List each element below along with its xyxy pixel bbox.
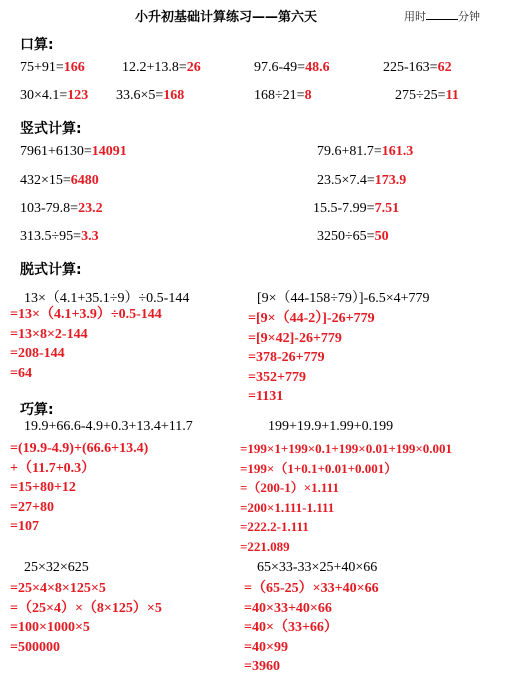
solution-step: =221.089	[240, 538, 290, 554]
oral-item	[383, 60, 452, 76]
solution-step: =15+80+12	[10, 480, 76, 495]
oral-answer: 11	[445, 88, 459, 103]
solution-step: =1131	[248, 389, 284, 404]
oral-item	[395, 88, 459, 104]
oral-item	[20, 60, 85, 76]
vertical-item	[317, 173, 406, 189]
oral-question: 12.2+13.8=	[122, 60, 187, 75]
vertical-item	[20, 201, 103, 217]
oral-question: 168÷21=	[254, 88, 305, 103]
vertical-answer: 7.51	[374, 201, 400, 216]
vertical-question: 23.5×7.4=	[317, 173, 375, 188]
solution-step: =352+779	[248, 369, 306, 385]
vertical-question: 15.5-7.99=	[313, 201, 375, 216]
solution-step: =200×1.111-1.111	[240, 499, 335, 515]
vertical-item	[317, 144, 413, 160]
oral-answer: 26	[186, 60, 201, 75]
section-oral-heading: 口算:	[20, 37, 54, 53]
oral-item	[254, 88, 312, 104]
page-title: 小升初基础计算练习——第六天	[135, 10, 318, 25]
oral-item	[20, 88, 88, 104]
solution-step: =（65-25）×33+40×66	[244, 581, 379, 596]
solution-step: =13×8×2-144	[10, 326, 88, 342]
clever-problem-1: 19.9+66.6-4.9+0.3+13.4+11.7	[24, 419, 193, 434]
solution-step: =13×（4.1+3.9）÷0.5-144	[10, 307, 162, 322]
oral-question: 33.6×5=	[116, 88, 164, 103]
vertical-item	[20, 173, 99, 189]
vertical-item	[317, 229, 389, 245]
solution-step: =199×1+199×0.1+199×0.01+199×0.001	[240, 441, 453, 456]
oral-answer: 123	[67, 88, 89, 103]
oral-answer: 48.6	[305, 60, 330, 75]
clever-steps-4	[244, 579, 379, 677]
solution-step: =40×99	[244, 639, 288, 655]
vertical-answer: 23.2	[78, 201, 103, 216]
solution-step: =199×（1+0.1+0.01+0.001）	[240, 460, 398, 476]
oral-item	[116, 88, 184, 104]
vertical-answer: 14091	[91, 144, 127, 159]
detach-problem-1: 13×（4.1+35.1÷9）÷0.5-144	[24, 291, 190, 306]
clever-problem-3: 25×32×625	[24, 560, 89, 575]
solution-step: =100×1000×5	[10, 620, 90, 635]
timer-blank[interactable]	[426, 9, 458, 20]
vertical-answer: 50	[374, 229, 389, 244]
detach-steps-2	[248, 309, 375, 407]
clever-steps-2	[240, 439, 452, 556]
oral-question: 97.6-49=	[254, 60, 306, 75]
vertical-answer: 161.3	[381, 144, 414, 159]
timer-suffix: 分钟	[458, 10, 480, 23]
oral-item	[254, 60, 330, 76]
solution-step: =27+80	[10, 499, 54, 515]
timer-field	[404, 8, 480, 24]
vertical-question: 432×15=	[20, 173, 71, 188]
solution-step: =64	[10, 365, 32, 381]
oral-question: 225-163=	[383, 60, 438, 75]
solution-step: =40×（33+66）	[244, 620, 338, 635]
vertical-item	[313, 201, 399, 217]
oral-answer: 168	[163, 88, 185, 103]
oral-question: 75+91=	[20, 60, 64, 75]
vertical-question: 313.5÷95=	[20, 229, 82, 244]
section-vertical-heading: 竖式计算:	[20, 121, 82, 137]
oral-answer: 8	[304, 88, 312, 103]
clever-problem-4: 65×33-33×25+40×66	[257, 560, 378, 575]
solution-step: =（25×4）×（8×125）×5	[10, 600, 162, 616]
vertical-answer: 3.3	[81, 229, 99, 244]
vertical-question: 3250÷65=	[317, 229, 375, 244]
solution-step: =[9×（44-2）]-26+779	[248, 311, 375, 326]
solution-step: =500000	[10, 639, 60, 655]
solution-step: =40×33+40×66	[244, 600, 332, 616]
vertical-question: 79.6+81.7=	[317, 144, 382, 159]
vertical-question: 103-79.8=	[20, 201, 79, 216]
vertical-answer: 6480	[70, 173, 99, 188]
section-detach-heading: 脱式计算:	[20, 262, 82, 278]
oral-question: 30×4.1=	[20, 88, 68, 103]
solution-step: =（200-1）×1.111	[240, 480, 339, 495]
oral-item	[122, 60, 201, 76]
solution-step: +（11.7+0.3）	[10, 460, 96, 476]
oral-answer: 62	[437, 60, 452, 75]
solution-step: =[9×42]-26+779	[248, 330, 342, 346]
vertical-answer: 173.9	[374, 173, 407, 188]
solution-step: =25×4×8×125×5	[10, 581, 106, 596]
clever-problem-2: 199+19.9+1.99+0.199	[268, 419, 394, 434]
section-clever-heading: 巧算:	[20, 402, 54, 418]
oral-question: 275÷25=	[395, 88, 446, 103]
timer-prefix: 用时	[404, 10, 426, 23]
solution-step: =222.2-1.111	[240, 519, 309, 534]
clever-steps-3	[10, 579, 162, 657]
vertical-question: 7961+6130=	[20, 144, 92, 159]
solution-step: =378-26+779	[248, 350, 325, 365]
clever-steps-1	[10, 439, 148, 537]
solution-step: =3960	[244, 659, 280, 674]
vertical-item	[20, 144, 127, 160]
solution-step: =(19.9-4.9)+(66.6+13.4)	[10, 441, 149, 456]
oral-answer: 166	[63, 60, 85, 75]
solution-step: =208-144	[10, 346, 65, 361]
detach-steps-1	[10, 305, 162, 383]
solution-step: =107	[10, 519, 39, 534]
detach-problem-2: [9×（44-158÷79）]-6.5×4+779	[257, 291, 430, 306]
vertical-item	[20, 229, 99, 245]
